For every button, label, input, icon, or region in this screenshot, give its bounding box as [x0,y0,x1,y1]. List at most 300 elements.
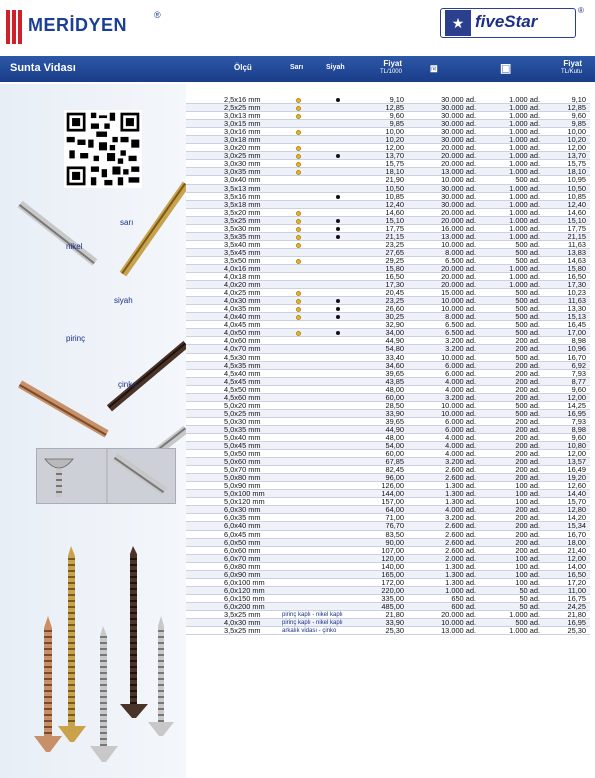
size-cell: 4,5x35 mm [224,360,261,370]
closed-box-icon: ▣ [500,61,512,75]
box-qty-cell: 10.000 ad. [441,304,476,314]
size-cell: 4,0x40 mm [224,312,261,322]
price-per-box-cell: 19,20 [567,473,586,483]
size-cell: 4,0x20 mm [224,280,261,290]
size-cell: 3,0x18 mm [224,135,261,145]
price-per-box-cell: 12,00 [567,143,586,153]
price-per-1000-cell: 220,00 [381,585,404,595]
price-per-1000-cell: 485,00 [381,601,404,611]
box-qty-cell: 20.000 ad. [441,151,476,161]
price-per-box-cell: 16,95 [567,408,586,418]
note-cell: arkalık vidası - çinko [282,628,337,635]
price-per-1000-cell: 54,80 [385,344,404,354]
black-available-dot [336,307,340,311]
box-qty-cell: 1.300 ad. [445,577,476,587]
size-cell: 6,0x45 mm [224,529,261,539]
price-per-1000-cell: 44,90 [385,424,404,434]
pack-qty-cell: 200 ad. [515,473,540,483]
price-per-box-cell: 14,00 [567,561,586,571]
pack-qty-cell: 1.000 ad. [509,143,540,153]
box-qty-cell: 1.000 ad. [445,585,476,595]
size-cell: 5,0x25 mm [224,408,261,418]
size-cell: 3,5x50 mm [224,255,261,265]
black-available-dot [336,235,340,239]
screw-brass [34,616,62,752]
price-per-box-cell: 8,98 [571,336,586,346]
price-per-1000-cell: 64,00 [385,505,404,515]
pack-qty-cell: 1.000 ad. [509,231,540,241]
size-cell: 6,0x120 mm [224,585,265,595]
screw-yellow [58,546,86,742]
size-cell: 6,0x30 mm [224,505,261,515]
size-cell: 5,0x40 mm [224,432,261,442]
box-qty-cell: 2.000 ad. [445,553,476,563]
size-cell: 4,0x30 mm [224,618,261,628]
box-qty-cell: 10.000 ad. [441,239,476,249]
price-per-1000-cell: 10,20 [385,135,404,145]
pack-qty-cell: 200 ad. [515,344,540,354]
box-qty-cell: 20.000 ad. [441,143,476,153]
box-qty-cell: 20.000 ad. [441,280,476,290]
fivestar-logo [440,8,588,40]
price-per-box-cell: 10,00 [567,127,586,137]
box-qty-cell: 10.000 ad. [441,618,476,628]
price-per-box-cell: 17,00 [567,328,586,338]
brand-name: MERİDYEN [28,15,128,35]
box-qty-cell: 10.000 ad. [441,400,476,410]
meridyen-logo [6,6,166,48]
size-cell: 5,0x70 mm [224,465,261,475]
price-per-box-cell: 25,30 [567,626,586,636]
size-cell: 2,5x25 mm [224,103,261,113]
price-per-box-cell: 8,98 [571,424,586,434]
col-price-label: Fiyat [383,59,402,68]
price-per-box-cell: 14,63 [567,255,586,265]
pack-qty-cell: 1.000 ad. [509,111,540,121]
black-available-dot [336,154,340,158]
pack-qty-cell: 100 ad. [515,553,540,563]
price-per-box-cell: 13,83 [567,247,586,257]
box-qty-cell: 30.000 ad. [441,111,476,121]
price-per-1000-cell: 28,50 [385,400,404,410]
price-per-1000-cell: 10,00 [385,127,404,137]
price-per-box-cell: 9,85 [571,119,586,129]
screw-closeup-drawing [37,449,175,503]
price-per-1000-cell: 165,00 [381,569,404,579]
pack-qty-cell: 500 ad. [515,175,540,185]
price-per-1000-cell: 15,80 [385,263,404,273]
label-pirinc: pirinç [66,334,86,343]
price-per-box-cell: 16,95 [567,618,586,628]
pack-qty-cell: 200 ad. [515,360,540,370]
note-cell: pirinç kaplı - nikel kaplı [282,620,343,627]
pack-qty-cell: 1.000 ad. [509,207,540,217]
box-qty-cell: 16.000 ad. [441,223,476,233]
size-cell: 4,0x60 mm [224,336,261,346]
pack-qty-cell: 500 ad. [515,320,540,330]
pack-qty-cell: 1.000 ad. [509,135,540,145]
pack-qty-cell: 500 ad. [515,288,540,298]
pack-qty-cell: 1.000 ad. [509,610,540,619]
price-per-1000-cell: 120,00 [381,553,404,563]
box-qty-cell: 8.000 ad. [445,312,476,322]
size-cell: 3,5x20 mm [224,207,261,217]
price-per-box-cell: 10,50 [567,183,586,193]
pack-qty-cell: 200 ad. [515,513,540,523]
price-per-box-cell: 17,30 [567,280,586,290]
box-qty-cell: 10.000 ad. [441,408,476,418]
price-per-box-cell: 17,20 [567,577,586,587]
size-cell: 4,0x18 mm [224,272,261,282]
price-per-1000-cell: 82,45 [385,465,404,475]
pack-qty-cell: 200 ad. [515,505,540,515]
price-per-box-cell: 17,75 [567,223,586,233]
pack-qty-cell: 200 ad. [515,424,540,434]
pack-qty-cell: 200 ad. [515,376,540,386]
box-qty-cell: 6.000 ad. [445,368,476,378]
price-per-1000-cell: 14,60 [385,207,404,217]
price-per-box-cell: 15,80 [567,263,586,273]
price-per-1000-cell: 21,80 [385,610,404,619]
black-available-dot [336,219,340,223]
price-per-1000-cell: 34,00 [385,328,404,338]
box-qty-cell: 20.000 ad. [441,207,476,217]
pack-qty-cell: 200 ad. [515,336,540,346]
pack-qty-cell: 200 ad. [515,449,540,459]
product-image-panel [0,84,186,778]
size-cell: 3,0x35 mm [224,167,261,177]
size-cell: 5,0x60 mm [224,457,261,467]
registered-mark: ® [578,6,584,15]
pack-qty-cell: 50 ad. [519,585,540,595]
label-nikel: nikel [66,242,83,251]
price-per-1000-cell: 144,00 [381,489,404,499]
size-cell: 5,0x30 mm [224,416,261,426]
box-qty-cell: 6.000 ad. [445,360,476,370]
size-cell: 5,0x45 mm [224,441,261,451]
pack-qty-cell: 100 ad. [515,481,540,491]
col-black: Siyah [326,64,345,71]
price-per-box-cell: 12,85 [567,103,586,113]
size-cell: 6,0x80 mm [224,561,261,571]
price-per-box-cell: 16,50 [567,569,586,579]
price-per-1000-cell: 21,90 [385,175,404,185]
price-per-box-cell: 7,93 [571,416,586,426]
pack-qty-cell: 500 ad. [515,239,540,249]
price-per-box-cell: 13,70 [567,151,586,161]
price-per-1000-cell: 32,90 [385,320,404,330]
size-cell: 4,5x40 mm [224,368,261,378]
price-per-1000-cell: 90,00 [385,537,404,547]
price-per-box-cell: 15,34 [567,521,586,531]
price-per-box-cell: 12,60 [567,481,586,491]
price-per-1000-cell: 29,25 [385,255,404,265]
box-qty-cell: 30.000 ad. [441,191,476,201]
pack-qty-cell: 500 ad. [515,408,540,418]
logo-bars [6,10,24,44]
size-cell: 4,5x45 mm [224,376,261,386]
yellow-available-dot [296,219,301,224]
pack-qty-cell: 1.000 ad. [509,199,540,209]
pack-qty-cell: 1.000 ad. [509,127,540,137]
price-per-1000-cell: 39,65 [385,416,404,426]
label-cinko: çinko [118,380,137,389]
size-cell: 3,5x25 mm [224,626,261,636]
pack-qty-cell: 500 ad. [515,304,540,314]
price-per-box-cell: 15,75 [567,159,586,169]
price-per-1000-cell: 10,85 [385,191,404,201]
price-per-1000-cell: 172,00 [381,577,404,587]
price-per-box-cell: 9,10 [571,95,586,104]
price-per-1000-cell: 54,00 [385,441,404,451]
size-cell: 5,0x20 mm [224,400,261,410]
price-per-1000-cell: 157,00 [381,497,404,507]
pack-qty-cell: 50 ad. [519,593,540,603]
size-cell: 5,0x120 mm [224,497,265,507]
box-qty-cell: 4.000 ad. [445,441,476,451]
size-cell: 6,0x150 mm [224,593,265,603]
price-per-1000-cell: 10,50 [385,183,404,193]
price-per-box-cell: 14,60 [567,207,586,217]
price-per-1000-cell: 27,65 [385,247,404,257]
pack-qty-cell: 200 ad. [515,384,540,394]
price-per-1000-cell: 126,00 [381,481,404,491]
black-available-dot [336,299,340,303]
pack-qty-cell: 1.000 ad. [509,263,540,273]
price-per-1000-cell: 21,15 [385,231,404,241]
size-cell: 4,0x35 mm [224,304,261,314]
price-per-1000-cell: 15,10 [385,215,404,225]
price-per-box-cell: 10,96 [567,344,586,354]
box-qty-cell: 8.000 ad. [445,247,476,257]
price-per-1000-cell: 30,25 [385,312,404,322]
price-per-1000-cell: 96,00 [385,473,404,483]
pack-qty-cell: 1.000 ad. [509,167,540,177]
price-per-box-cell: 6,92 [571,360,586,370]
price-per-1000-cell: 23,25 [385,239,404,249]
yellow-available-dot [296,98,301,103]
screw-nickel [90,626,118,762]
pack-qty-cell: 500 ad. [515,255,540,265]
price-per-box-cell: 10,95 [567,175,586,185]
size-cell: 6,0x100 mm [224,577,265,587]
price-per-1000-cell: 60,00 [385,449,404,459]
price-per-1000-cell: 9,60 [389,111,404,121]
price-per-box-cell: 7,93 [571,368,586,378]
price-per-box-cell: 21,15 [567,231,586,241]
pack-qty-cell: 1.000 ad. [509,215,540,225]
size-cell: 4,0x25 mm [224,288,261,298]
size-cell: 3,0x30 mm [224,159,261,169]
pack-qty-cell: 200 ad. [515,545,540,555]
pack-qty-cell: 200 ad. [515,537,540,547]
size-cell: 3,5x18 mm [224,199,261,209]
price-per-box-cell: 15,10 [567,215,586,225]
pack-qty-cell: 500 ad. [515,312,540,322]
size-cell: 3,5x25 mm [224,610,261,619]
price-per-1000-cell: 15,75 [385,159,404,169]
box-qty-cell: 1.300 ad. [445,569,476,579]
price-per-box-cell: 12,00 [567,392,586,402]
pack-qty-cell: 200 ad. [515,465,540,475]
box-qty-cell: 10.000 ad. [441,296,476,306]
screw-illustration [0,174,186,454]
pack-qty-cell: 1.000 ad. [509,223,540,233]
price-per-box-cell: 16,45 [567,320,586,330]
screw-closeup [36,448,176,504]
box-qty-cell: 2.600 ad. [445,537,476,547]
pack-qty-cell: 50 ad. [519,601,540,611]
size-cell: 3,5x35 mm [224,231,261,241]
price-per-1000-cell: 12,00 [385,143,404,153]
price-per-1000-cell: 17,75 [385,223,404,233]
black-available-dot [336,331,340,335]
price-per-box-cell: 16,70 [567,529,586,539]
box-qty-cell: 6.000 ad. [445,424,476,434]
size-cell: 4,0x30 mm [224,296,261,306]
price-per-1000-cell: 48,00 [385,432,404,442]
price-per-1000-cell: 9,85 [389,119,404,129]
box-qty-cell: 10.000 ad. [441,352,476,362]
size-cell: 6,0x40 mm [224,521,261,531]
box-qty-cell: 2.600 ad. [445,521,476,531]
price-per-1000-cell: 107,00 [381,545,404,555]
box-qty-cell: 4.000 ad. [445,449,476,459]
size-cell: 4,5x50 mm [224,384,261,394]
price-per-1000-cell: 48,00 [385,384,404,394]
price-per-1000-cell: 60,00 [385,392,404,402]
size-cell: 4,0x16 mm [224,263,261,273]
pack-qty-cell: 500 ad. [515,247,540,257]
box-qty-cell: 6.500 ad. [445,320,476,330]
box-qty-cell: 2.600 ad. [445,545,476,555]
black-available-dot [336,98,340,102]
price-per-box-cell: 24,25 [567,601,586,611]
box-qty-cell: 20.000 ad. [441,272,476,282]
size-cell: 3,0x25 mm [224,151,261,161]
price-per-1000-cell: 39,65 [385,368,404,378]
box-qty-cell: 20.000 ad. [441,610,476,619]
price-per-box-cell: 13,30 [567,304,586,314]
pack-qty-cell: 200 ad. [515,368,540,378]
box-qty-cell: 600 ad. [451,601,476,611]
box-qty-cell: 6.000 ad. [445,416,476,426]
table-header [0,56,595,82]
price-per-1000-cell: 16,50 [385,272,404,282]
price-per-box-cell: 11,00 [568,585,586,595]
price-per-1000-cell: 25,30 [385,626,404,636]
size-cell: 3,5x25 mm [224,215,261,225]
pack-qty-cell: 1.000 ad. [509,119,540,129]
price-per-1000-cell: 12,40 [385,199,404,209]
price-per-1000-cell: 44,90 [385,336,404,346]
pack-qty-cell: 1.000 ad. [509,95,540,104]
open-box-icon: ⧈ [430,61,438,75]
box-qty-cell: 3.200 ad. [445,336,476,346]
box-qty-cell: 30.000 ad. [441,119,476,129]
pack-qty-cell: 1.000 ad. [509,183,540,193]
price-per-1000-cell: 83,50 [385,529,404,539]
pack-qty-cell: 500 ad. [515,296,540,306]
price-per-1000-cell: 12,85 [385,103,404,113]
box-qty-cell: 1.300 ad. [445,481,476,491]
price-table [186,96,590,635]
price-per-box-cell: 12,40 [567,199,586,209]
price-per-1000-cell: 34,60 [385,360,404,370]
box-qty-cell: 30.000 ad. [441,183,476,193]
price-per-1000-cell: 76,70 [385,521,404,531]
price-per-box-cell: 18,00 [567,537,586,547]
col-size: Ölçü [234,63,252,72]
price-per-box-cell: 14,25 [567,400,586,410]
size-cell: 4,0x45 mm [224,320,261,330]
section-title: Sunta Vidası [10,62,76,74]
screw-black [120,546,148,718]
label-siyah: siyah [114,296,133,305]
box-qty-cell: 30.000 ad. [441,95,476,104]
black-available-dot [336,227,340,231]
box-qty-cell: 30.000 ad. [441,135,476,145]
box-qty-cell: 30.000 ad. [441,127,476,137]
price-per-box-cell: 10,23 [567,288,586,298]
size-cell: 3,5x45 mm [224,247,261,257]
price-per-box-cell: 11,63 [568,239,586,249]
registered-mark: ® [154,10,161,20]
pack-qty-cell: 1.000 ad. [509,159,540,169]
col-yellow: Sarı [290,64,304,71]
price-per-1000-cell: 33,40 [385,352,404,362]
pack-qty-cell: 500 ad. [515,328,540,338]
pack-qty-cell: 100 ad. [515,489,540,499]
pack-qty-cell: 500 ad. [515,352,540,362]
pack-qty-cell: 100 ad. [515,569,540,579]
box-qty-cell: 1.300 ad. [445,561,476,571]
yellow-available-dot [296,259,301,264]
price-per-box-cell: 15,13 [567,312,586,322]
size-cell: 3,5x16 mm [224,191,261,201]
size-cell: 5,0x80 mm [224,473,261,483]
price-per-box-cell: 12,00 [567,449,586,459]
pack-qty-cell: 1.000 ad. [509,103,540,113]
col-price-label: Fiyat [563,59,582,68]
box-qty-cell: 3.200 ad. [445,513,476,523]
size-cell: 3,5x40 mm [224,239,261,249]
box-qty-cell: 3.200 ad. [445,392,476,402]
price-per-box-cell: 16,70 [567,352,586,362]
size-cell: 3,0x13 mm [224,111,261,121]
label-sari: sarı [120,218,134,227]
box-qty-cell: 1.300 ad. [445,497,476,507]
box-qty-cell: 15.000 ad. [441,288,476,298]
price-per-1000-cell: 26,60 [385,304,404,314]
price-per-box-cell: 16,75 [567,593,586,603]
price-per-box-cell: 14,20 [567,513,586,523]
note-cell: pirinç kaplı - nikel kaplı [282,612,343,618]
yellow-available-dot [296,227,301,232]
box-qty-cell: 10.000 ad. [441,175,476,185]
col-price-unit: TL/Kutu [560,69,582,75]
table-row [186,627,590,635]
price-per-box-cell: 9,60 [571,384,586,394]
black-available-dot [336,195,340,199]
box-qty-cell: 4.000 ad. [445,505,476,515]
box-qty-cell: 13.000 ad. [441,167,476,177]
pack-qty-cell: 1.000 ad. [509,626,540,636]
price-per-box-cell: 15,70 [567,497,586,507]
size-cell: 3,0x40 mm [224,175,261,185]
col-price-unit: TL/1000 [379,69,402,75]
pack-qty-cell: 500 ad. [515,618,540,628]
